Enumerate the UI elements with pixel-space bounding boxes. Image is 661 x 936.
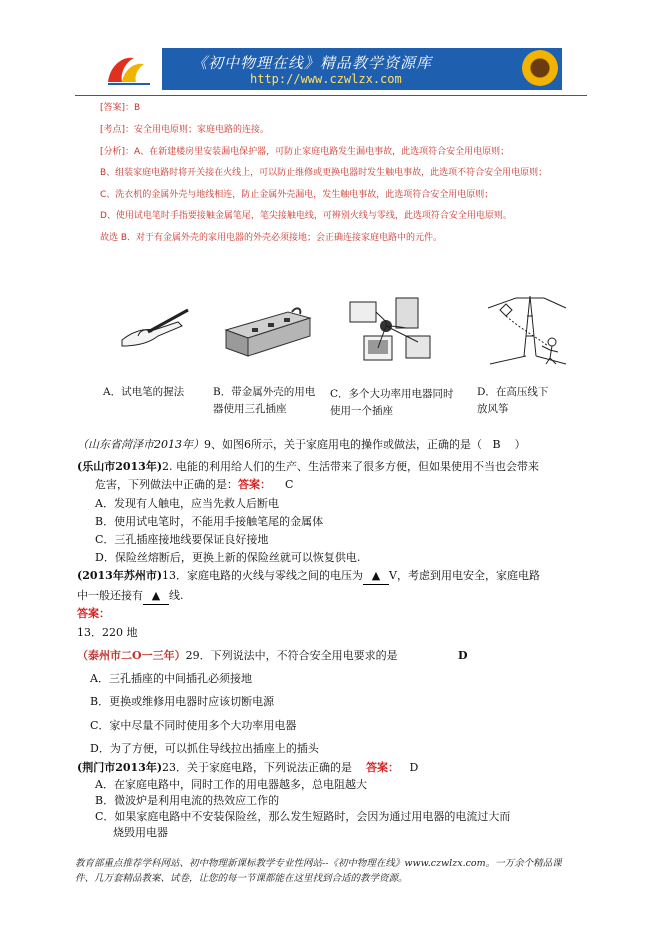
option-b: B．更换或维修用电器时应该切断电源 [90,695,275,708]
question-9 [77,437,526,453]
question-text: 13．家庭电路的火线与零线之间的电压为 [162,569,364,582]
question-text: V，考虑到用电安全，家庭电路 [389,569,540,582]
option-d: D．为了方便，可以抓住导线拉出插座上的插头 [90,742,319,755]
question-source: (2013年苏州市) [77,569,163,582]
kite-power-line-icon [486,286,568,370]
answer-label: 答案： [77,607,110,620]
figure-caption-c: C．多个大功率用电器同时使用一个插座 [330,388,454,417]
question-answer: B [492,438,501,451]
banner-url[interactable]: http://www.czwlzx.com [250,72,402,86]
fill-blank: ▲ [143,588,169,605]
answer-label: 答案： [238,478,271,491]
footer-line-2: 件、几万套精品教案、试卷，让您的每一节课都能在这里找到合适的教学资源。 [75,873,408,884]
analysis-line-c: C、洗衣机的金属外壳与地线相连，防止金属外壳漏电，发生触电事故，此选项符合安全用电原则； [100,190,494,200]
question-2-line-1 [77,459,539,475]
option-a: A．三孔插座的中间插孔必须接地 [90,672,252,685]
option-d: D．保险丝熔断后，更换上新的保险丝就可以恢复供电. [95,551,361,564]
sunflower-icon [522,50,558,86]
banner-title: 《初中物理在线》精品教学资源库 [192,54,433,72]
option-c: C．如果家庭电路中不安装保险丝，那么发生短路时，会因为通过用电器的电流过大而 [95,810,511,823]
question-answer: D [409,761,419,774]
question-source: （泰州市二O一三年） [77,649,186,662]
pen-hand-icon [118,302,190,354]
question-29 [77,648,398,664]
option-c: C．三孔插座接地线要保证良好接地 [95,533,269,546]
figure-caption-d: D．在高压线下放风筝 [477,386,549,415]
option-b: B．微波炉是利用电流的热效应工作的 [95,794,280,807]
page-footer [75,856,595,886]
analysis-line-a: [分析]：A、在新建楼房里安装漏电保护器，可防止家庭电路发生漏电事故，此选项符合安全用电原则； [100,147,510,157]
power-strip-icon [222,304,314,364]
question-answer: D [458,649,468,662]
appliances-icon [346,292,438,372]
answer-text: 13．220 地 [77,626,138,639]
figure-caption-a: A．试电笔的握法 [103,386,185,398]
question-text: 29．下列说法中，不符合安全用电要求的是 [185,649,398,662]
conclusion-line: 故选 B．对于有金属外壳的家用电器的外壳必须接地；会正确连接家庭电路中的元件。 [100,233,443,243]
question-text: 2. 电能的利用给人们的生产、生活带来了很多方便，但如果使用不当也会带来 [162,460,540,473]
question-answer: C [285,478,294,491]
question-text: 中一般还接有 [77,589,143,602]
option-c: C．家中尽量不同时使用多个大功率用电器 [90,719,297,732]
question-source: （山东省菏泽市2013年） [77,438,204,451]
question-source: (乐山市2013年) [77,460,163,473]
question-2-line-2 [95,477,293,493]
question-13-line-1 [77,568,540,585]
header-rule [75,95,587,96]
question-13-line-2 [77,588,184,605]
knowledge-point-line: [考点]：安全用电原则；家庭电路的连接。 [100,125,270,135]
question-text: 线. [169,589,184,602]
question-text: 危害，下列做法中正确的是： [95,478,238,491]
question-23 [77,760,418,776]
answer-label: 答案： [366,761,400,774]
question-close: ） [514,438,526,451]
figure-caption-b: B．带金属外壳的用电器使用三孔插座 [213,386,316,415]
option-b: B．使用试电笔时，不能用手接触笔尾的金属体 [95,515,324,528]
option-a: A．发现有人触电，应当先救人后断电 [95,497,279,510]
analysis-line-b: B、组装家庭电路时将开关接在火线上，可以防止维修或更换电器时发生触电事故，此选项不符合安全用电原则； [100,168,548,178]
footer-line-1: 教育部重点推荐学科网站、初中物理新课标教学专业性网站--《初中物理在线》www.czwlzx.com。一万余个精品课 [75,858,562,869]
question-text: 9、如图6所示，关于家庭用电的操作或做法，正确的是（ [204,438,482,451]
option-c-continued: 烧毁用电器 [113,826,168,839]
analysis-line-d: D、使用试电笔时手指要接触金属笔尾，笔尖接触电线，可辨别火线与零线，此选项符合安全用电原则。 [100,211,512,221]
answer-line: [答案]：B [100,103,141,113]
question-text: 23．关于家庭电路，下列说法正确的是 [162,761,353,774]
site-banner [100,48,562,90]
option-a: A．在家庭电路中，同时工作的用电器越多，总电阻越大 [95,778,367,791]
question-source: (荆门市2013年) [77,761,163,774]
logo-icon [100,48,162,90]
fill-blank: ▲ [363,568,389,585]
